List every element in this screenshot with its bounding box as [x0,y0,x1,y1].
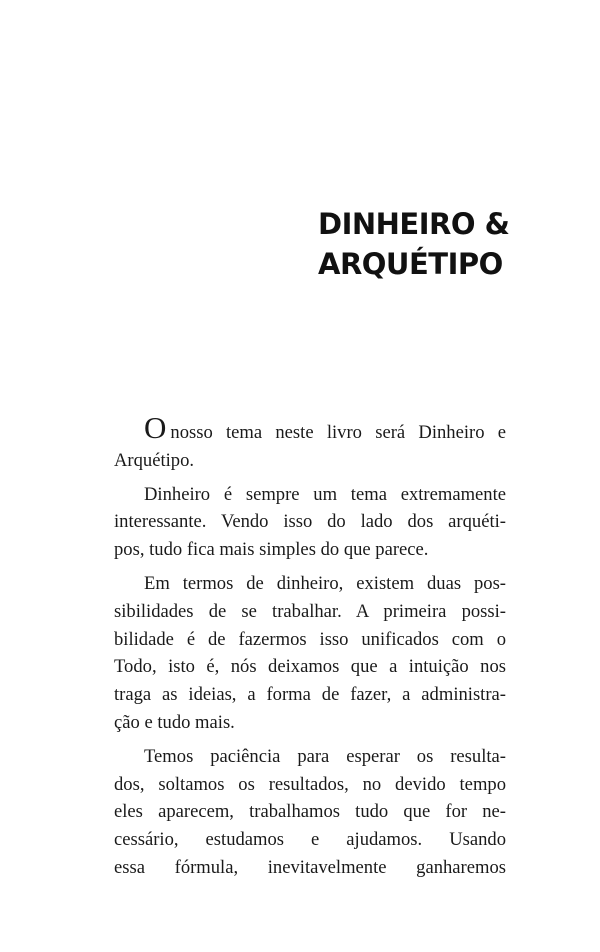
drop-cap: O [144,410,167,445]
chapter-title [318,204,578,284]
chapter-title-line-1: DINHEIRO & [318,207,510,241]
paragraph-3-line-5: traga as ideias, a forma de fazer, a administra- [114,684,506,706]
paragraph-3-line-2: sibilidades de se trabalhar. A primeira possi- [114,600,506,622]
paragraph-2-line-2: interessante. Vendo isso do lado dos arquéti- [114,511,506,533]
paragraph-3 [114,570,506,737]
paragraph-1 [114,410,506,475]
paragraph-1-line-1-text: nosso tema neste livro será Dinheiro e [170,422,506,443]
chapter-title-line-2: ARQUÉTIPO [318,247,503,281]
paragraph-4-line-4: cessário, estudamos e ajudamos. Usando [114,829,506,851]
paragraph-4-line-3: eles aparecem, trabalhamos tudo que for ne- [114,801,506,823]
paragraph-2-line-3: pos, tudo fica mais simples do que parece. [114,539,429,561]
paragraph-2 [114,481,506,564]
paragraph-2-line-1: Dinheiro é sempre um tema extremamente [144,483,506,505]
paragraph-4-line-2: dos, soltamos os resultados, no devido tempo [114,773,506,795]
paragraph-4 [114,743,506,882]
body-text [114,410,506,882]
paragraph-4-line-5: essa fórmula, inevitavelmente ganharemos [114,856,506,878]
paragraph-3-line-1: Em termos de dinheiro, existem duas pos- [144,572,506,594]
paragraph-1-line-2: Arquétipo. [114,449,195,471]
paragraph-1-line-1 [114,410,506,447]
paragraph-3-line-6: ção e tudo mais. [114,711,235,733]
paragraph-4-line-1: Temos paciência para esperar os resulta- [144,745,506,767]
paragraph-3-line-4: Todo, isto é, nós deixamos que a intuição nos [114,656,506,678]
paragraph-3-line-3: bilidade é de fazermos isso unificados com o [114,628,506,650]
